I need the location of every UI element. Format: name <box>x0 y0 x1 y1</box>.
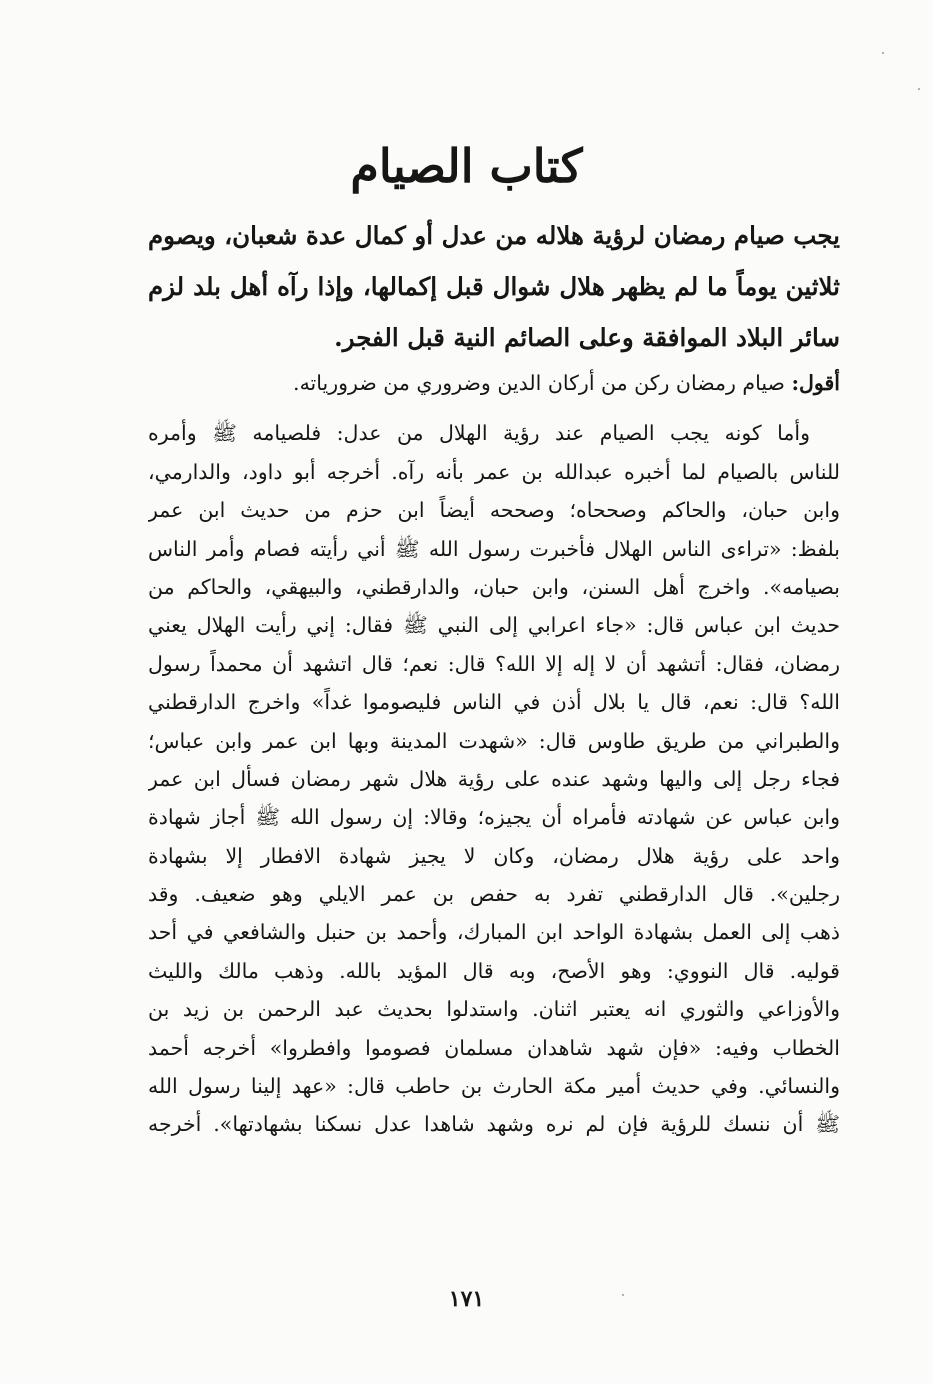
commentary-opening-line <box>148 364 840 402</box>
text-line: وابن حبان، والحاكم وصححاه؛ وصححه أيضاً ابن حزم من حديث ابن عمر <box>148 498 840 523</box>
page-number: ١٧١ <box>448 1286 485 1312</box>
text-line: رمضان، فقال: أتشهد أن لا إله إلا الله؟ قال: نعم؛ قال اتشهد أن محمداً رسول <box>148 651 840 676</box>
text-line: واحد على رؤية هلال رمضان، وكان لا يجيز شهادة الافطار إلا بشهادة <box>148 843 840 868</box>
text-line: وابن عباس عن شهادته فأمراه أن يجيزه؛ وقالا: إن رسول الله ﷺ أجاز شهادة <box>148 805 840 830</box>
text-line: والنسائي. وفي حديث أمير مكة الحارث بن حاطب قال: «عهد إلينا رسول الله <box>148 1074 840 1099</box>
text-line: ﷺ أن ننسك للرؤية فإن لم نره وشهد شاهدا عدل نسكنا بشهادتها». أخرجه <box>148 1112 840 1137</box>
text-line: بلفظ: «تراءى الناس الهلال فأخبرت رسول الله ﷺ أني رأيته فصام وأمر الناس <box>148 536 840 561</box>
text-line: بصيامه». واخرج أهل السنن، وابن حبان، والدارقطني، والبيهقي، والحاكم من <box>148 574 840 599</box>
scan-speck <box>918 88 920 90</box>
text-line: والأوزاعي والثوري انه يعتبر اثنان. واستدلوا بحديث عبد الرحمن بن زيد بن <box>148 997 840 1022</box>
commentary-lead-label: أقول: <box>791 371 840 395</box>
scan-speck <box>882 52 884 54</box>
text-line: وأما كونه يجب الصيام عند رؤية الهلال من عدل: فلصيامه ﷺ وأمره <box>148 421 810 446</box>
text-line: فجاء رجل إلى واليها وشهد عنده على رؤية هلال شهر رمضان فسأل ابن عمر <box>148 766 840 791</box>
text-line: الخطاب وفيه: «فإن شهد شاهدان مسلمان فصوموا وافطروا» أخرجه أحمد <box>148 1035 840 1060</box>
text-line: قوليه. قال النووي: وهو الأصح، وبه قال المؤيد بالله. وذهب مالك والليث <box>148 958 840 983</box>
text-line: حديث ابن عباس قال: «جاء اعرابي إلى النبي ﷺ فقال: إني رأيت الهلال يعني <box>148 613 840 638</box>
commentary <box>148 364 840 1144</box>
main-text: يجب صيام رمضان لرؤية هلاله من عدل أو كمال عدة شعبان، ويصوم ثلاثين يوماً ما لم يظهر هلال شوال قبل إكمالها، وإذا رآه أهل بلد لزم سائر البلاد الموافقة وعلى الصائم النية قبل الفجر. <box>148 221 840 352</box>
commentary-lead-text: صيام رمضان ركن من أركان الدين وضروري من ضرورياته. <box>293 371 792 395</box>
text-line: الله؟ قال: نعم، قال يا بلال أذن في الناس فليصوموا غداً» واخرج الدارقطني <box>148 690 840 715</box>
text-line: ذهب إلى العمل بشهادة الواحد ابن المبارك، وأحمد بن حنبل والشافعي في أحد <box>148 920 840 945</box>
text-line: رجلين». قال الدارقطني تفرد به حفص بن عمر الايلي وهو ضعيف. وقد <box>148 882 840 907</box>
text-line: للناس بالصيام لما أخبره عبدالله بن عمر بأنه رآه. أخرجه أبو داود، والدارمي، <box>148 459 840 484</box>
chapter-title: كتاب الصيام <box>350 139 583 193</box>
text-line: والطبراني من طريق طاوس قال: «شهدت المدينة وبها ابن عمر وابن عباس؛ <box>148 728 840 753</box>
scan-speck <box>622 1294 624 1296</box>
